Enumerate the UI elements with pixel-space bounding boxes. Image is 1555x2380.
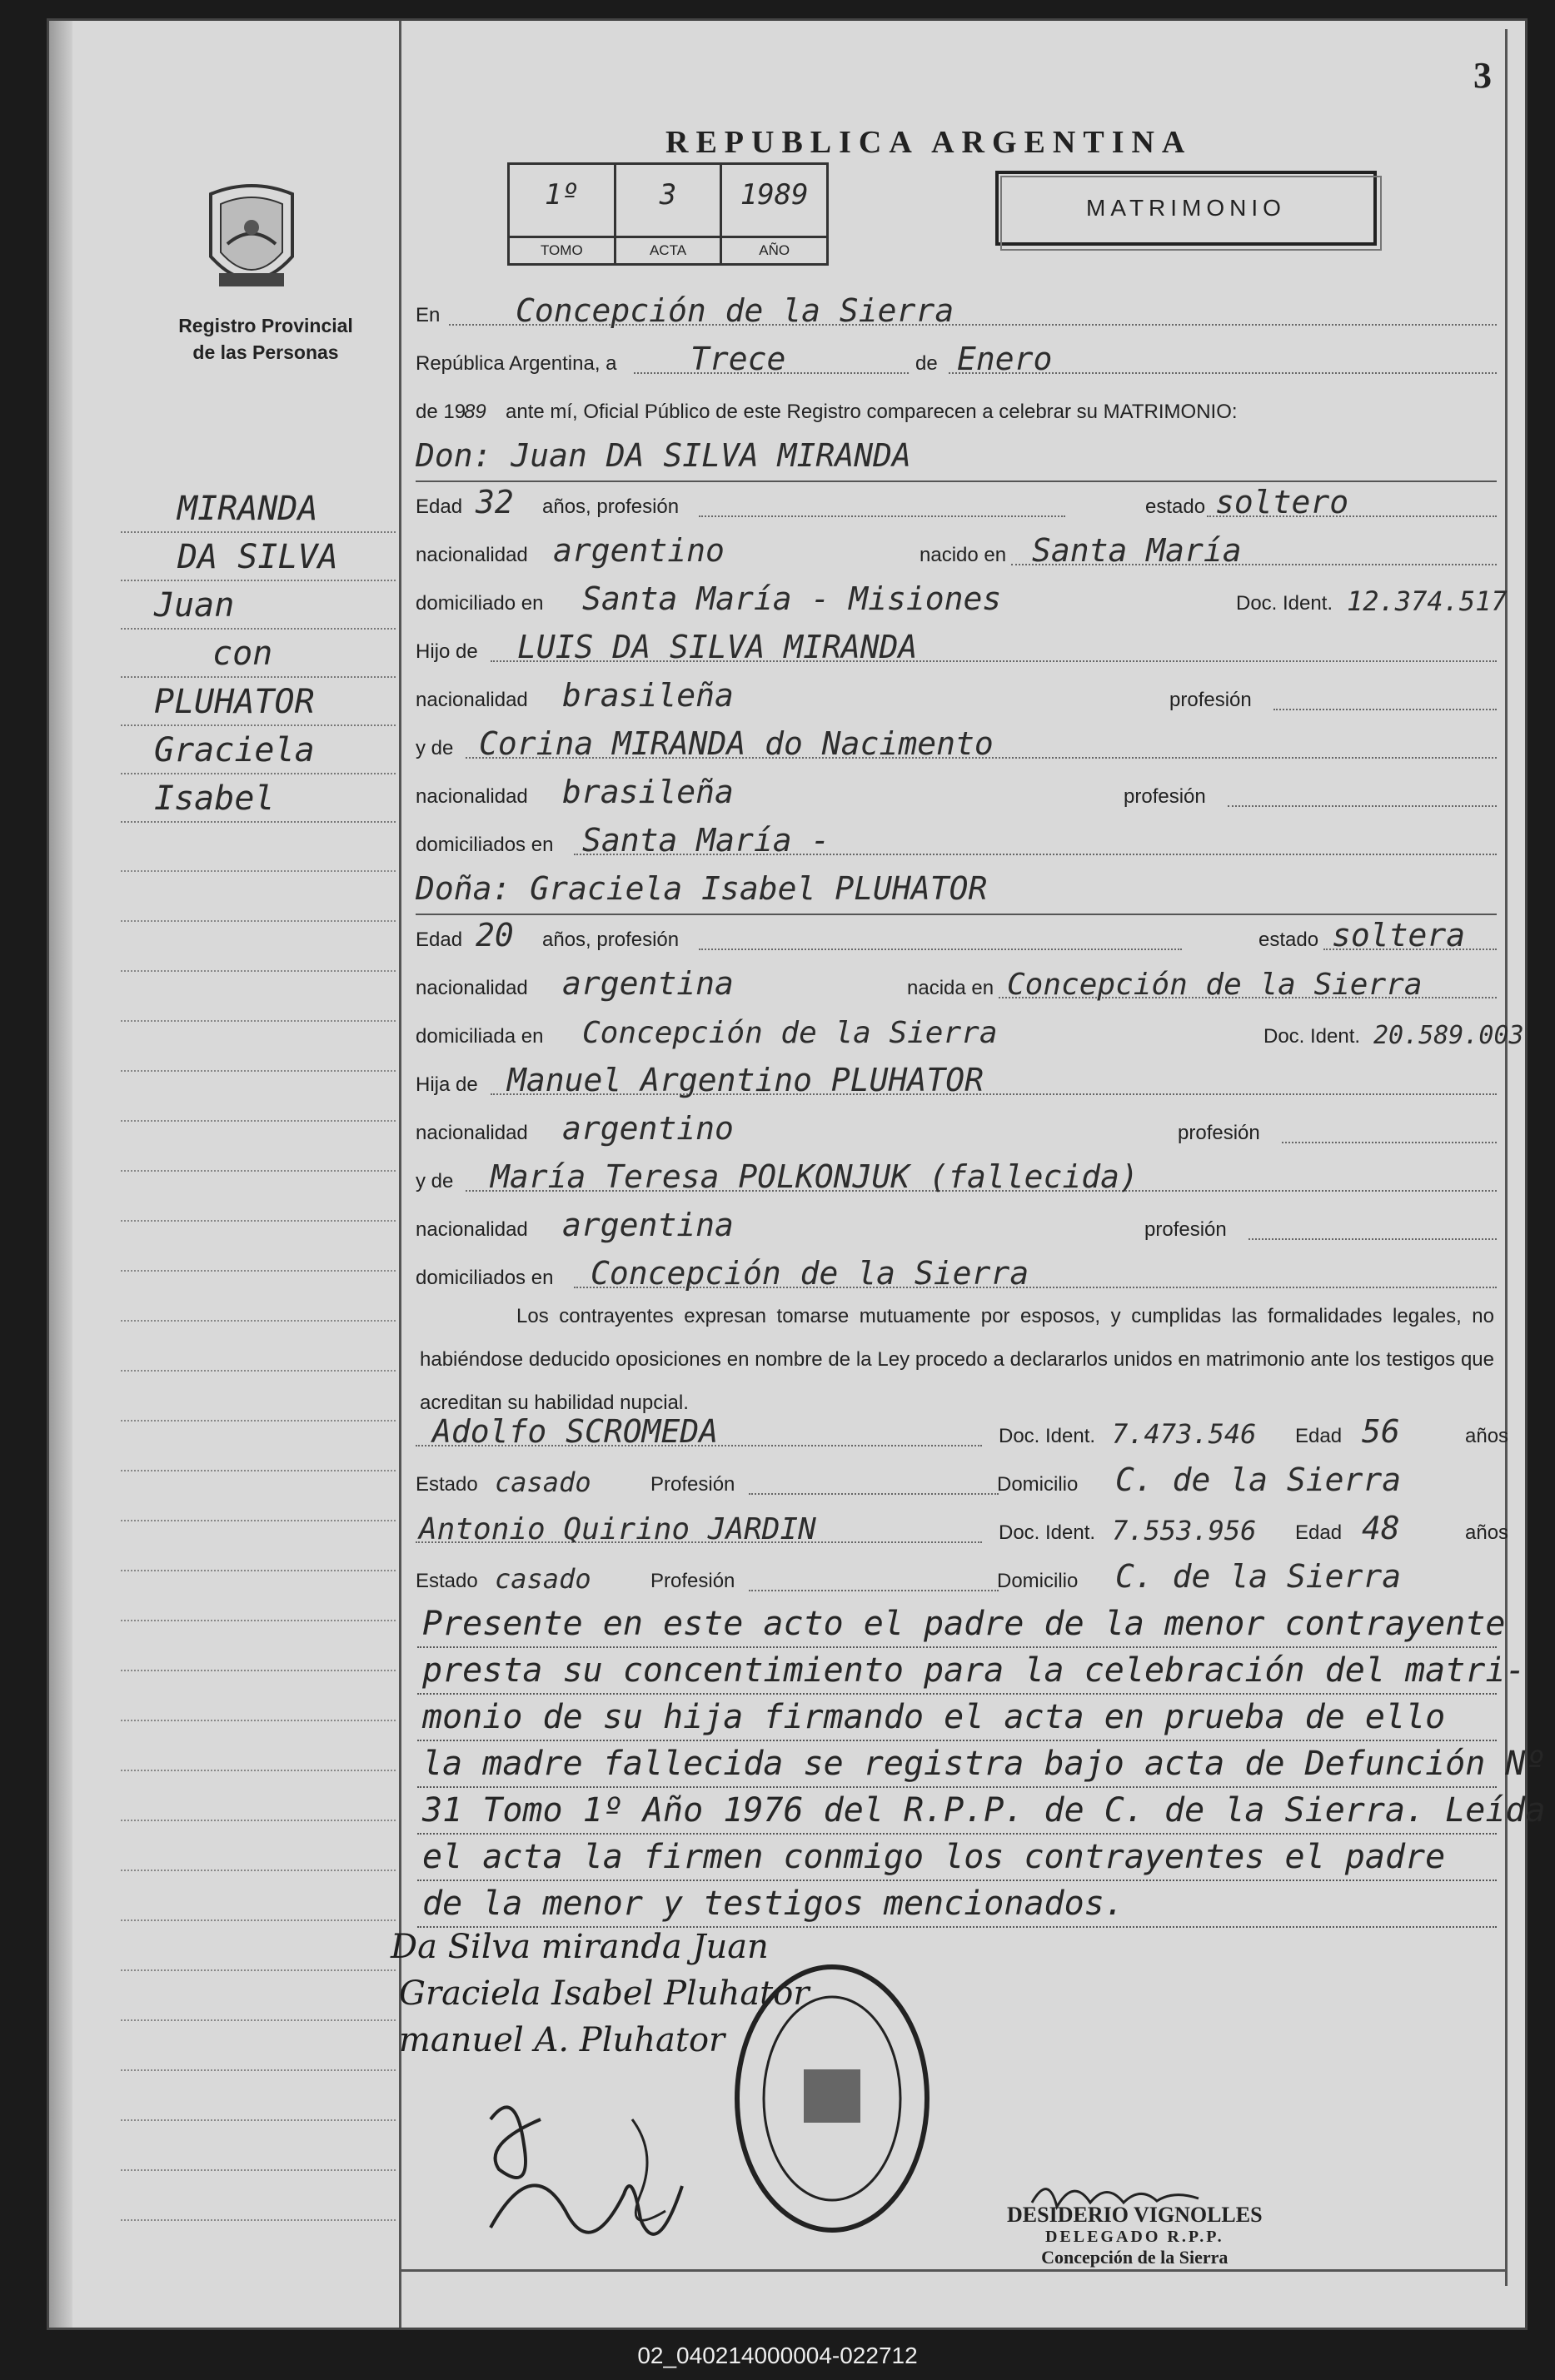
groom-name: Don: Juan DA SILVA MIRANDA <box>416 437 911 474</box>
note-text: la madre fallecida se registra bajo acta de Defunción Nº <box>422 1745 1546 1783</box>
bride-nac-label: nacionalidad <box>416 977 528 999</box>
groom-dom-label: domiciliado en <box>416 592 544 615</box>
note-text: presta su concentimiento para la celebración del matri- <box>422 1651 1526 1690</box>
bride-father-nac: argentino <box>562 1110 734 1147</box>
book-spine <box>49 21 72 2328</box>
note-line-5 <box>417 1786 1546 1835</box>
groom-dom-row <box>416 574 1508 622</box>
tomo-cell <box>510 165 616 263</box>
groom-dom: Santa María - Misiones <box>582 580 1002 617</box>
date-row <box>416 334 1497 382</box>
witness-2-dom: C. de la Sierra <box>1115 1558 1402 1595</box>
note-line-2 <box>417 1646 1526 1695</box>
margin-name-text: con <box>212 635 273 673</box>
groom-doc-label: Doc. Ident. <box>1236 592 1333 615</box>
acta-cell <box>616 165 723 263</box>
bride-father-row <box>416 1055 1497 1103</box>
bride-edad-row <box>416 910 1497 958</box>
witness-1-edad: 56 <box>1362 1413 1400 1450</box>
margin-name-text: Isabel <box>154 779 275 818</box>
acta-value: 3 <box>659 178 677 212</box>
bride-mother-label: y de <box>416 1170 454 1192</box>
delegate-name: DESIDERIO VIGNOLLES <box>1007 2203 1263 2227</box>
witness-2-estado: casado <box>495 1563 591 1595</box>
witness-2-name: Antonio Quirino JARDIN <box>419 1512 816 1546</box>
right-border <box>1505 29 1508 2286</box>
groom-nac: argentino <box>553 532 725 569</box>
witness-1-estado-label: Estado <box>416 1473 478 1496</box>
note-text: el acta la firmen conmigo los contrayentes el padre <box>422 1838 1446 1876</box>
bride-parents-dom: Concepción de la Sierra <box>591 1255 1029 1292</box>
note-text: Presente en este acto el padre de la menor contrayente <box>422 1605 1506 1643</box>
witness-signatures-icon <box>466 2069 732 2269</box>
groom-parents-dom-label: domiciliados en <box>416 834 554 856</box>
tomo-value: 1º <box>544 178 579 212</box>
bride-dom: Concepción de la Sierra <box>582 1016 998 1050</box>
groom-estado-label: estado <box>1145 495 1206 518</box>
document-title: MATRIMONIO <box>995 171 1377 246</box>
month-value: Enero <box>957 341 1053 377</box>
margin-name-6 <box>121 724 396 774</box>
year-row <box>416 382 1497 431</box>
margin-name-4 <box>121 628 396 678</box>
delegate-place: Concepción de la Sierra <box>1041 2247 1229 2268</box>
bride-father-label: Hija de <box>416 1073 478 1096</box>
signature-father: manuel A. Pluhator <box>399 2021 725 2059</box>
bride-name-row <box>416 864 1497 912</box>
bride-edad-label: Edad <box>416 929 463 951</box>
tomo-label: TOMO <box>510 236 614 263</box>
bottom-border <box>399 2269 1507 2272</box>
note-line-4 <box>417 1740 1546 1788</box>
bride-doc: 20.589.003 <box>1373 1021 1524 1050</box>
groom-father: LUIS DA SILVA MIRANDA <box>517 629 918 665</box>
year-prefix: de 19 <box>416 401 466 423</box>
note-text: monio de su hija firmando el acta en prueba de ello <box>422 1698 1446 1736</box>
en-label: En <box>416 304 441 326</box>
groom-mother-nac: brasileña <box>562 774 734 810</box>
witness-2-edad: 48 <box>1362 1510 1400 1546</box>
witness-1-doc: 7.473.546 <box>1112 1418 1257 1450</box>
bride-nacida-label: nacida en <box>907 977 994 999</box>
de-label: de <box>915 352 938 375</box>
registry-label <box>157 312 374 366</box>
act-number-box <box>507 162 829 266</box>
bride-nacida: Concepción de la Sierra <box>1007 968 1423 1002</box>
place-row <box>416 286 1497 334</box>
declaration-text: Los contrayentes expresan tomarse mutuamente por esposos, y cumplidas las formalidades legales, no habiéndose deducido oposiciones en nombre de la Ley procedo a declararlos unidos en matrimonio ante los testigos que acreditan su habilidad nupcial. <box>420 1305 1494 1414</box>
bride-father-nac-label: nacionalidad <box>416 1122 528 1144</box>
page-number: 3 <box>1473 55 1492 96</box>
margin-name-1 <box>121 483 396 533</box>
note-text: de la menor y testigos mencionados. <box>422 1885 1124 1923</box>
witness-2-prof-label: Profesión <box>650 1570 735 1592</box>
bride-father: Manuel Argentino PLUHATOR <box>507 1062 984 1098</box>
bride-estado-label: estado <box>1258 929 1319 951</box>
groom-father-nac-row <box>416 670 1497 719</box>
witness-1-name: Adolfo SCROMEDA <box>432 1413 719 1450</box>
groom-doc: 12.374.517 <box>1347 585 1508 617</box>
witness-2-edad-label: Edad <box>1295 1521 1343 1544</box>
groom-estado: soltero <box>1215 484 1349 520</box>
witness-1-estado: casado <box>495 1466 591 1498</box>
note-line-7 <box>417 1880 1497 1928</box>
groom-profesion-label: años, profesión <box>542 495 680 518</box>
bride-mother-row <box>416 1152 1497 1200</box>
register-page <box>47 18 1546 2330</box>
anio-label: AÑO <box>722 236 826 263</box>
bride-nac: argentina <box>562 965 734 1002</box>
margin-name-text: Juan <box>154 586 235 625</box>
note-line-3 <box>417 1693 1497 1741</box>
bride-parents-dom-row <box>416 1248 1497 1297</box>
note-line-6 <box>417 1833 1497 1881</box>
witness-2-doc-label: Doc. Ident. <box>999 1521 1096 1544</box>
groom-father-nac-label: nacionalidad <box>416 689 528 711</box>
signature-bride: Graciela Isabel Pluhator <box>399 1974 810 2013</box>
bride-estado: soltera <box>1332 917 1466 953</box>
year-value: 89 <box>464 401 486 423</box>
delegate-block <box>1007 2203 1263 2268</box>
witness-1-prof-label: Profesión <box>650 1473 735 1496</box>
groom-mother: Corina MIRANDA do Nacimento <box>479 725 994 762</box>
header-text: ante mí, Oficial Público de este Registro comparecen a celebrar su MATRIMONIO: <box>506 401 1238 423</box>
official-stamp-icon <box>732 1961 932 2236</box>
groom-edad-row <box>416 477 1497 525</box>
groom-nacido: Santa María <box>1032 532 1242 569</box>
witness-2-anios: años <box>1465 1521 1509 1544</box>
bride-mother-nac-row <box>416 1200 1497 1248</box>
groom-mother-prof-label: profesión <box>1124 785 1206 808</box>
day-value: Trece <box>690 341 786 377</box>
bride-mother-nac-label: nacionalidad <box>416 1218 528 1241</box>
witness-1-row <box>416 1407 1509 1455</box>
margin-name-7 <box>121 773 396 823</box>
bride-mother-nac: argentina <box>562 1207 734 1243</box>
groom-mother-row <box>416 719 1497 767</box>
note-text: 31 Tomo 1º Año 1976 del R.P.P. de C. de la Sierra. Leída <box>422 1791 1546 1830</box>
groom-nacido-label: nacido en <box>920 544 1007 566</box>
bride-nac-row <box>416 958 1497 1007</box>
witness-2-details-row <box>416 1551 1497 1600</box>
bride-parents-dom-label: domiciliados en <box>416 1267 554 1289</box>
bride-dom-row <box>416 1007 1524 1055</box>
groom-parents-dom: Santa María - <box>582 822 830 859</box>
bride-mother: María Teresa POLKONJUK (fallecida) <box>491 1158 1139 1195</box>
note-line-1 <box>417 1600 1506 1648</box>
witness-1-dom: C. de la Sierra <box>1115 1461 1402 1498</box>
groom-name-row <box>416 431 1497 479</box>
country-heading: REPUBLICA ARGENTINA <box>665 125 1193 160</box>
groom-father-nac: brasileña <box>562 677 734 714</box>
signature-groom: Da Silva miranda Juan <box>391 1928 769 1966</box>
bride-mother-prof-label: profesión <box>1144 1218 1227 1241</box>
margin-name-text: DA SILVA <box>177 538 338 576</box>
bride-profesion-label: años, profesión <box>542 929 680 951</box>
witness-1-details-row <box>416 1455 1497 1503</box>
witness-1-dom-label: Domicilio <box>997 1473 1079 1496</box>
margin-name-text: Graciela <box>154 731 315 769</box>
place-value: Concepción de la Sierra <box>516 292 954 329</box>
witness-2-row <box>416 1503 1509 1551</box>
margin-name-5 <box>121 676 396 726</box>
bride-dom-label: domiciliada en <box>416 1025 544 1048</box>
margin-name-2 <box>121 531 396 581</box>
groom-nac-row <box>416 525 1497 574</box>
anio-cell <box>722 165 826 263</box>
file-id-caption: 02_040214000004-022712 <box>637 2343 918 2368</box>
bride-father-nac-row <box>416 1103 1497 1152</box>
groom-father-label: Hijo de <box>416 640 478 663</box>
groom-nac-label: nacionalidad <box>416 544 528 566</box>
witness-2-estado-label: Estado <box>416 1570 478 1592</box>
groom-father-prof-label: profesión <box>1169 689 1252 711</box>
groom-parents-dom-row <box>416 815 1497 864</box>
bride-father-prof-label: profesión <box>1178 1122 1260 1144</box>
witness-2-doc: 7.553.956 <box>1112 1515 1257 1546</box>
registry-line-1: Registro Provincial <box>178 315 353 336</box>
groom-mother-nac-row <box>416 767 1497 815</box>
margin-name-text: PLUHATOR <box>154 683 315 721</box>
groom-edad: 32 <box>476 484 514 520</box>
acta-label: ACTA <box>616 236 720 263</box>
bride-name: Doña: Graciela Isabel PLUHATOR <box>416 870 988 907</box>
delegate-role: DELEGADO R.P.P. <box>1044 2228 1224 2246</box>
bride-edad: 20 <box>476 917 514 953</box>
anio-value: 1989 <box>740 178 809 212</box>
bride-doc-label: Doc. Ident. <box>1263 1025 1361 1048</box>
province-seal-icon <box>202 177 301 302</box>
witness-1-anios: años <box>1465 1425 1509 1447</box>
margin-name-text: MIRANDA <box>177 490 318 528</box>
witness-1-doc-label: Doc. Ident. <box>999 1425 1096 1447</box>
republica-label: República Argentina, a <box>416 352 617 375</box>
groom-mother-label: y de <box>416 737 454 759</box>
margin-name-3 <box>121 580 396 630</box>
groom-mother-nac-label: nacionalidad <box>416 785 528 808</box>
registry-line-2: de las Personas <box>192 341 339 363</box>
witness-1-edad-label: Edad <box>1295 1425 1343 1447</box>
groom-edad-label: Edad <box>416 495 463 518</box>
witness-2-dom-label: Domicilio <box>997 1570 1079 1592</box>
groom-father-row <box>416 622 1497 670</box>
